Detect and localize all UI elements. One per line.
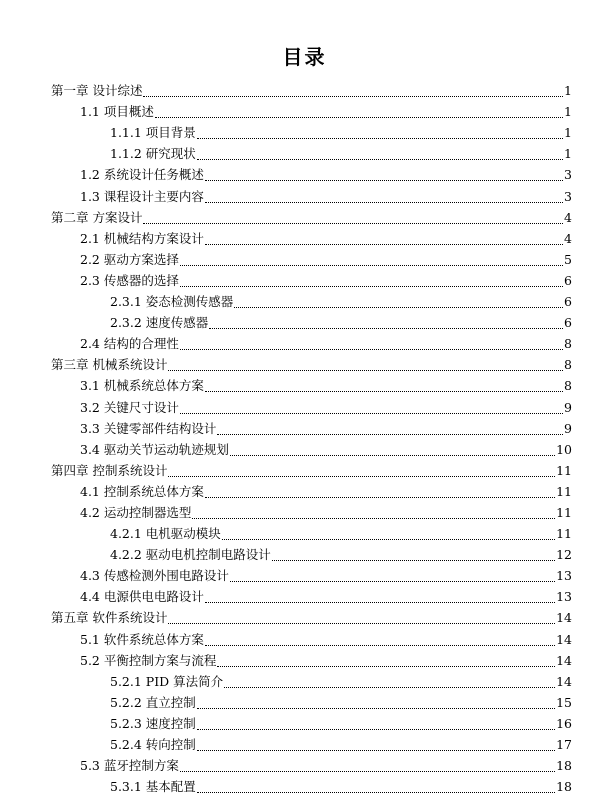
toc-dot-leader [205, 180, 563, 181]
toc-dot-leader [205, 391, 563, 392]
toc-dot-leader [197, 708, 555, 709]
toc-entry-title: 第二章 方案设计 [51, 209, 143, 225]
toc-entry[interactable] [0, 650, 572, 671]
toc-dot-leader [155, 117, 563, 118]
toc-entry-title: 5.1 软件系统总体方案 [80, 631, 204, 647]
toc-page-number: 18 [556, 758, 572, 774]
toc-entry-title: 5.3.1 基本配置 [110, 779, 196, 795]
toc-entry[interactable] [0, 354, 572, 375]
toc-entry[interactable] [0, 565, 572, 586]
toc-entry[interactable] [0, 143, 572, 164]
toc-entry-title: 1.1 项目概述 [80, 104, 154, 120]
page-title: 目录 [282, 45, 327, 69]
toc-dot-leader [143, 96, 563, 97]
toc-entry[interactable] [0, 776, 572, 797]
toc-entry[interactable] [0, 713, 572, 734]
toc-entry-title: 第五章 软件系统设计 [51, 610, 168, 626]
toc-entry[interactable] [0, 607, 572, 628]
toc-entry-title: 5.2.4 转向控制 [110, 737, 196, 752]
toc-entry[interactable] [0, 333, 572, 354]
toc-entry-title: 2.3 传感器的选择 [80, 272, 179, 288]
toc-page-number: 3 [564, 188, 572, 204]
toc-page-number: 14 [556, 631, 572, 647]
toc-entry[interactable] [0, 671, 572, 692]
toc-entry[interactable] [0, 185, 572, 206]
toc-dot-leader [222, 539, 555, 540]
toc-page-number: 11 [556, 483, 572, 499]
toc-entry[interactable] [0, 228, 572, 249]
toc-page-number: 17 [556, 737, 572, 752]
toc-dot-leader [230, 455, 555, 456]
toc-entry-title: 5.3 蓝牙控制方案 [80, 758, 179, 774]
toc-entry-title: 4.4 电源供电电路设计 [80, 589, 204, 605]
toc-entry[interactable] [0, 396, 572, 417]
toc-entry-title: 第一章 设计综述 [51, 83, 143, 99]
toc-dot-leader [205, 645, 555, 646]
toc-entry-title: 2.3.1 姿态检测传感器 [110, 294, 234, 310]
toc-page-number: 9 [564, 399, 572, 415]
toc-entry[interactable] [0, 164, 572, 185]
toc-dot-leader [168, 476, 555, 477]
toc-page-number: 5 [564, 251, 572, 267]
toc-dot-leader [217, 434, 563, 435]
toc-page-number: 11 [556, 462, 572, 478]
toc-entry-title: 2.2 驱动方案选择 [80, 251, 179, 267]
toc-entry[interactable] [0, 418, 572, 439]
toc-entry-title: 3.2 关键尺寸设计 [80, 399, 179, 415]
toc-entry[interactable] [0, 692, 572, 713]
toc-entry[interactable] [0, 523, 572, 544]
toc-entry-title: 4.2.2 驱动电机控制电路设计 [110, 547, 271, 563]
toc-entry-title: 3.4 驱动关节运动轨迹规划 [80, 441, 229, 457]
toc-page-number: 1 [564, 104, 572, 120]
toc-entry-title: 1.1.2 研究现状 [110, 146, 196, 162]
toc-entry[interactable] [0, 122, 572, 143]
toc-page-number: 1 [564, 83, 572, 99]
toc-entry[interactable] [0, 734, 572, 755]
toc-entry-title: 1.2 系统设计任务概述 [80, 167, 204, 183]
toc-entry[interactable] [0, 291, 572, 312]
toc-dot-leader [180, 349, 563, 350]
toc-dot-leader [168, 623, 555, 624]
toc-page-number: 15 [556, 694, 572, 710]
toc-entry[interactable] [0, 101, 572, 122]
toc-entry-title: 1.3 课程设计主要内容 [80, 188, 204, 204]
toc-dot-leader [192, 518, 555, 519]
toc-dot-leader [205, 602, 555, 603]
toc-dot-leader [209, 328, 563, 329]
toc-page-number: 16 [556, 715, 572, 731]
toc-page-number: 4 [564, 230, 572, 246]
toc-entry-title: 4.1 控制系统总体方案 [80, 483, 204, 499]
toc-dot-leader [197, 750, 555, 751]
toc-page-number: 14 [556, 673, 572, 689]
toc-dot-leader [230, 581, 555, 582]
toc-entry-title: 5.2 平衡控制方案与流程 [80, 652, 217, 668]
toc-entry[interactable] [0, 481, 572, 502]
toc-entry[interactable] [0, 439, 572, 460]
toc-dot-leader [205, 244, 563, 245]
toc-page-number: 12 [556, 547, 572, 563]
toc-dot-leader [197, 792, 555, 793]
toc-entry-title: 3.1 机械系统总体方案 [80, 378, 204, 394]
toc-page-number: 1 [564, 146, 572, 162]
toc-list [0, 80, 609, 797]
toc-entry-title: 5.2.3 速度控制 [110, 715, 196, 731]
toc-page-number: 13 [556, 568, 572, 584]
toc-dot-leader [180, 286, 563, 287]
toc-entry[interactable] [0, 80, 572, 101]
toc-dot-leader [180, 771, 555, 772]
toc-page-number: 18 [556, 779, 572, 795]
toc-entry[interactable] [0, 460, 572, 481]
toc-entry-title: 4.2 运动控制器选型 [80, 504, 192, 520]
toc-entry-title: 5.2.1 PID 算法简介 [110, 673, 224, 689]
toc-entry[interactable] [0, 312, 572, 333]
toc-entry[interactable] [0, 755, 572, 776]
toc-dot-leader [197, 159, 563, 160]
toc-page-number: 6 [564, 315, 572, 331]
toc-page-number: 6 [564, 294, 572, 310]
toc-page-number: 8 [564, 357, 572, 373]
toc-page-number: 14 [556, 610, 572, 626]
toc-entry-title: 3.3 关键零部件结构设计 [80, 420, 217, 436]
toc-dot-leader [205, 202, 563, 203]
toc-entry[interactable] [0, 207, 572, 228]
toc-page-number: 8 [564, 336, 572, 352]
toc-entry[interactable] [0, 502, 572, 523]
toc-dot-leader [168, 370, 563, 371]
toc-entry-title: 2.1 机械结构方案设计 [80, 230, 204, 246]
toc-entry-title: 第四章 控制系统设计 [51, 462, 168, 478]
toc-dot-leader [197, 138, 563, 139]
toc-dot-leader [234, 307, 563, 308]
toc-dot-leader [217, 666, 555, 667]
toc-entry[interactable] [0, 375, 572, 396]
toc-entry[interactable] [0, 586, 572, 607]
toc-page-number: 10 [556, 441, 572, 457]
toc-entry-title: 第三章 机械系统设计 [51, 357, 168, 373]
toc-dot-leader [224, 687, 555, 688]
toc-entry-title: 2.4 结构的合理性 [80, 336, 179, 352]
toc-entry[interactable] [0, 249, 572, 270]
toc-dot-leader [197, 729, 555, 730]
toc-entry[interactable] [0, 544, 572, 565]
toc-entry-title: 1.1.1 项目背景 [110, 125, 196, 141]
toc-dot-leader [205, 497, 555, 498]
toc-dot-leader [143, 223, 563, 224]
toc-entry-title: 2.3.2 速度传感器 [110, 315, 209, 331]
toc-page-number: 9 [564, 420, 572, 436]
toc-dot-leader [272, 560, 555, 561]
toc-page-number: 3 [564, 167, 572, 183]
toc-page-number: 8 [564, 378, 572, 394]
toc-entry-title: 5.2.2 直立控制 [110, 694, 196, 710]
toc-page-number: 4 [564, 209, 572, 225]
toc-entry[interactable] [0, 270, 572, 291]
toc-entry[interactable] [0, 628, 572, 649]
toc-page-number: 6 [564, 272, 572, 288]
toc-page-number: 1 [564, 125, 572, 141]
toc-page-number: 11 [556, 526, 572, 542]
toc-page-number: 11 [556, 504, 572, 520]
toc-dot-leader [180, 413, 563, 414]
toc-page-number: 13 [556, 589, 572, 605]
toc-dot-leader [180, 265, 563, 266]
toc-entry-title: 4.2.1 电机驱动模块 [110, 526, 221, 542]
toc-page-number: 14 [556, 652, 572, 668]
toc-entry-title: 4.3 传感检测外围电路设计 [80, 568, 229, 584]
